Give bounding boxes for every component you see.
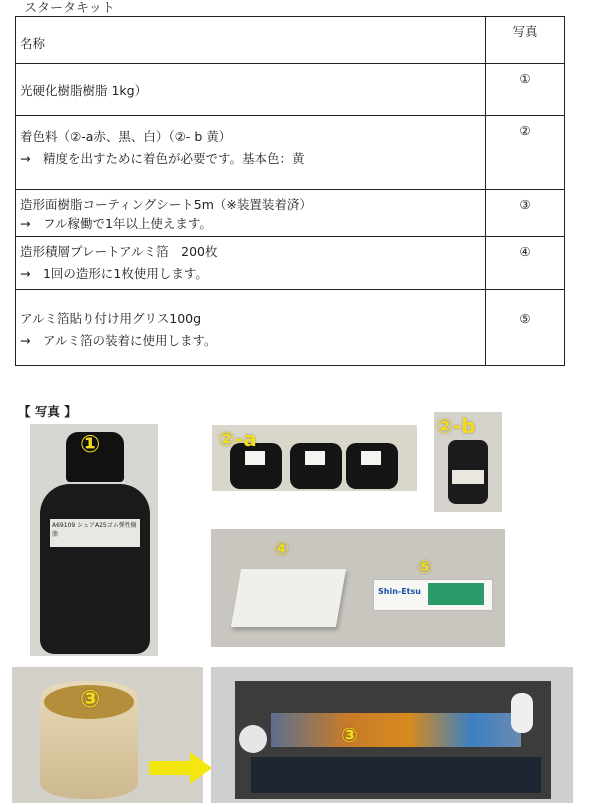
photo-marker: ②-b — [436, 414, 476, 438]
header-name: 名称 — [16, 17, 486, 64]
row-photo-ref: ③ — [486, 190, 565, 237]
table-row — [16, 64, 565, 116]
jar — [346, 443, 398, 489]
table-row — [16, 116, 565, 190]
header-photo: 写真 — [486, 17, 565, 64]
row-photo-ref: ⑤ — [486, 290, 565, 366]
photo-marker: ③ — [80, 685, 101, 713]
photo-coating-sheet-roll — [12, 667, 203, 803]
photo-resin-bottle — [30, 424, 158, 656]
grease-box — [373, 579, 493, 611]
row-photo-ref: ④ — [486, 237, 565, 290]
row-name: 造形面樹脂コーティングシート5m（※装置装着済） → フル稼働で1年以上使えます。 — [16, 190, 486, 237]
small-bottle — [448, 440, 488, 504]
table-row — [16, 290, 565, 366]
coating-sheet — [271, 713, 521, 747]
table-row — [16, 237, 565, 290]
jar — [290, 443, 342, 489]
row-photo-ref: ② — [486, 116, 565, 190]
photo-marker: ③ — [341, 723, 358, 747]
table-row — [16, 190, 565, 237]
photo-marker: ②-a — [218, 427, 257, 451]
row-name: 光硬化樹脂樹脂 1kg） — [16, 64, 486, 116]
row-name: アルミ箔貼り付け用グリス100g → アルミ箔の装着に使用します。 — [16, 290, 486, 366]
bottle-body — [40, 484, 150, 654]
photo-plate-and-grease — [211, 529, 505, 647]
row-name: 着色料（②-a赤、黒、白）（②- b 黄） → 精度を出すために着色が必要です。基本色：黄 — [16, 116, 486, 190]
aluminum-plate — [231, 569, 346, 627]
arrow-head-icon — [190, 752, 212, 784]
photo-colorant-jars — [212, 425, 417, 491]
starter-kit-table — [15, 16, 565, 366]
photo-marker: ④ — [274, 539, 290, 560]
kit-title: スタータキット — [24, 1, 115, 16]
grease-brand: Shin-Etsu — [378, 587, 421, 596]
photo-marker: ⑤ — [417, 557, 433, 578]
row-name: 造形積層プレートアルミ箔 200枚 → 1回の造形に1枚使用します。 — [16, 237, 486, 290]
photos-heading: 【 写真 】 — [18, 404, 77, 419]
photo-marker: ① — [80, 430, 101, 458]
arrow-right-icon — [149, 761, 191, 775]
photo-machine-installed-sheet — [211, 667, 573, 803]
table-header-row — [16, 17, 565, 64]
photo-colorant-yellow — [434, 412, 502, 512]
bottle-label: A69109 シュアA25ゴム弾性樹脂 — [50, 519, 140, 547]
row-photo-ref: ① — [486, 64, 565, 116]
